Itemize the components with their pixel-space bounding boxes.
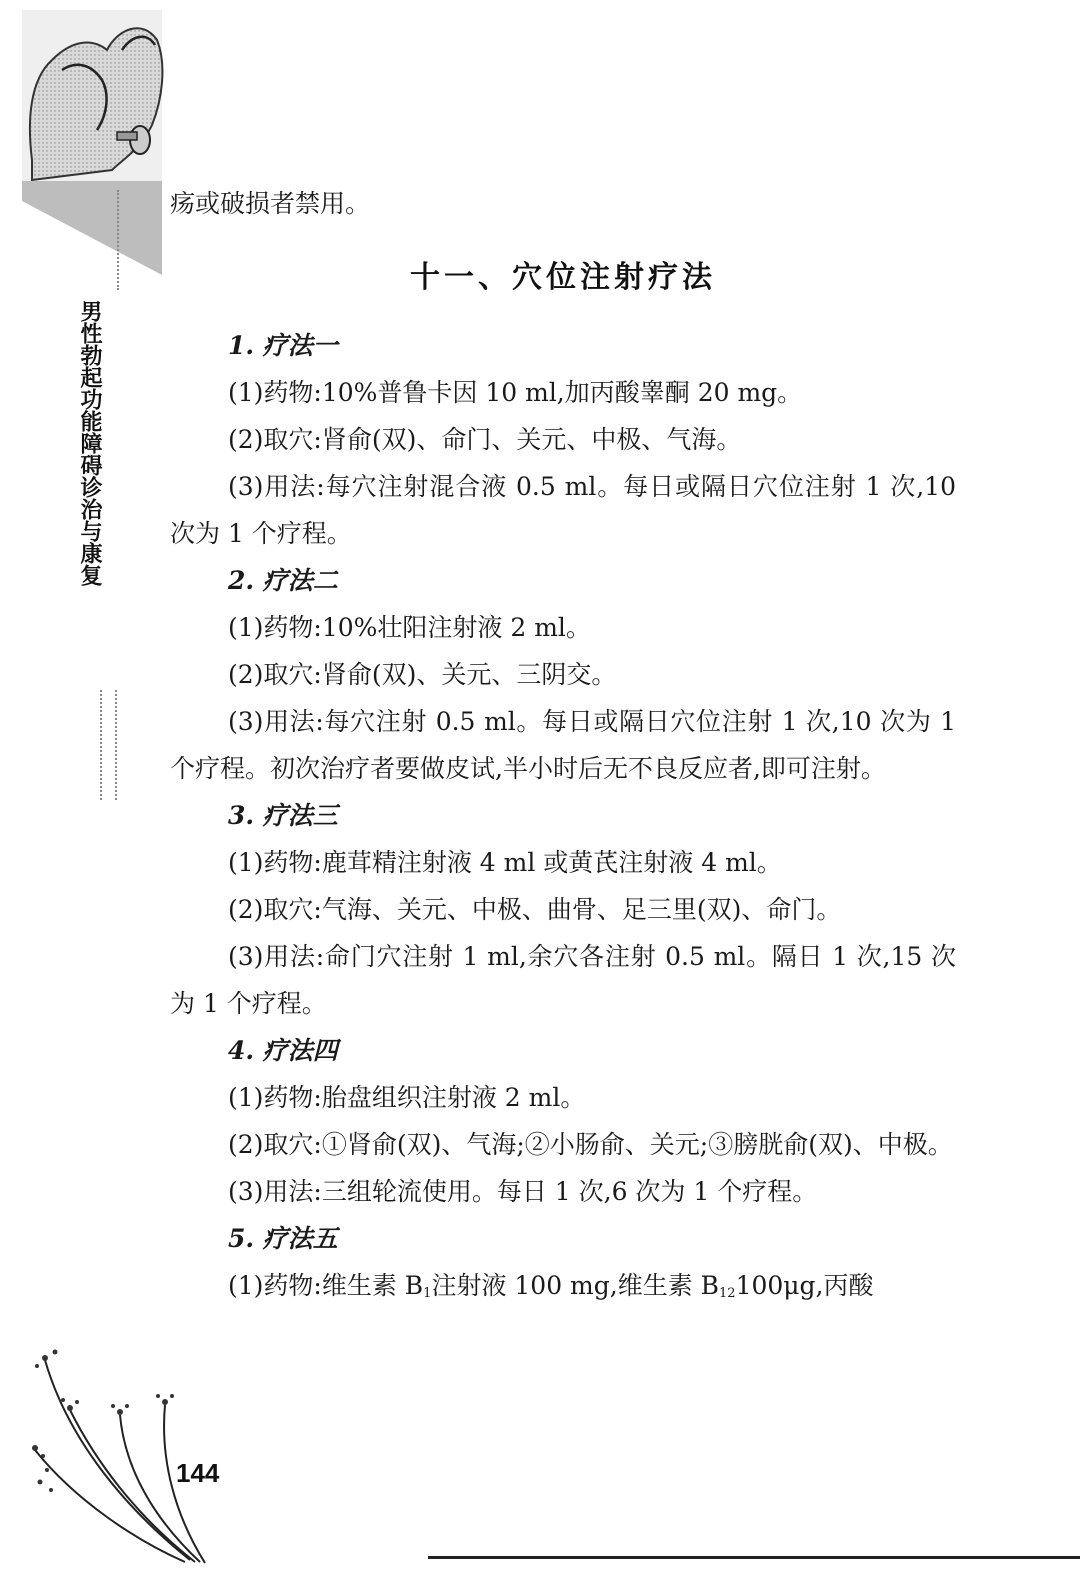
method-item: (2)取穴:气海、关元、中极、曲骨、足三里(双)、命门。 <box>228 895 842 924</box>
bottom-rule <box>428 1556 1080 1559</box>
body-text <box>170 322 956 1317</box>
method-item: (2)取穴:肾俞(双)、命门、关元、中极、气海。 <box>228 425 742 454</box>
subscript: 1 <box>423 1286 432 1301</box>
method-heading: 1. 疗法一 <box>228 331 338 360</box>
method-item: (3)用法:命门穴注射 1 ml,余穴各注射 0.5 ml。隔日 1 次,15 次为 1 个疗程。 <box>170 942 956 1018</box>
continuation-text: 疡或破损者禁用。 <box>170 189 371 218</box>
method-item: (1)药物:10%普鲁卡因 10 ml,加丙酸睾酮 20 mg。 <box>228 378 803 407</box>
method-item: (2)取穴:肾俞(双)、关元、三阴交。 <box>228 660 617 689</box>
section-title: 十一、穴位注射疗法 <box>410 260 716 295</box>
decorative-gray-wedge <box>22 181 162 275</box>
method-item: (3)用法:三组轮流使用。每日 1 次,6 次为 1 个疗程。 <box>228 1177 818 1206</box>
dotted-rule-upper <box>117 190 119 290</box>
method-item <box>170 1262 956 1317</box>
method-item: (3)用法:每穴注射混合液 0.5 ml。每日或隔日穴位注射 1 次,10 次为 1 个疗程。 <box>170 472 956 548</box>
text-run: (1)药物:维生素 B <box>228 1271 424 1300</box>
method-item: (2)取穴:①肾俞(双)、气海;②小肠俞、关元;③膀胱俞(双)、中极。 <box>228 1130 953 1159</box>
continuation-paragraph <box>170 180 956 227</box>
method-item: (1)药物:胎盘组织注射液 2 ml。 <box>228 1083 586 1112</box>
dotted-rule-lower <box>100 690 102 800</box>
method-heading: 5. 疗法五 <box>228 1224 338 1253</box>
method-heading: 4. 疗法四 <box>228 1036 338 1065</box>
method-item: (1)药物:10%壮阳注射液 2 ml。 <box>228 613 591 642</box>
text-run: 100μg,丙酸 <box>735 1271 874 1300</box>
method-item: (1)药物:鹿茸精注射液 4 ml 或黄芪注射液 4 ml。 <box>228 848 782 877</box>
spine-book-title: 男性勃起功能障碍诊治与康复 <box>77 300 102 586</box>
subscript: 12 <box>719 1286 736 1301</box>
page-number: 144 <box>176 1458 220 1488</box>
method-item: (3)用法:每穴注射 0.5 ml。每日或隔日穴位注射 1 次,10 次为 1 个疗程。初次治疗者要做皮试,半小时后无不良反应者,即可注射。 <box>170 707 956 783</box>
bodybuilder-illustration <box>22 10 172 190</box>
dotted-rule-lower-2 <box>115 690 117 800</box>
floral-decoration <box>25 1340 215 1565</box>
method-heading: 3. 疗法三 <box>228 801 338 830</box>
method-heading: 2. 疗法二 <box>228 566 338 595</box>
text-run: 注射液 100 mg,维生素 B <box>431 1271 720 1300</box>
